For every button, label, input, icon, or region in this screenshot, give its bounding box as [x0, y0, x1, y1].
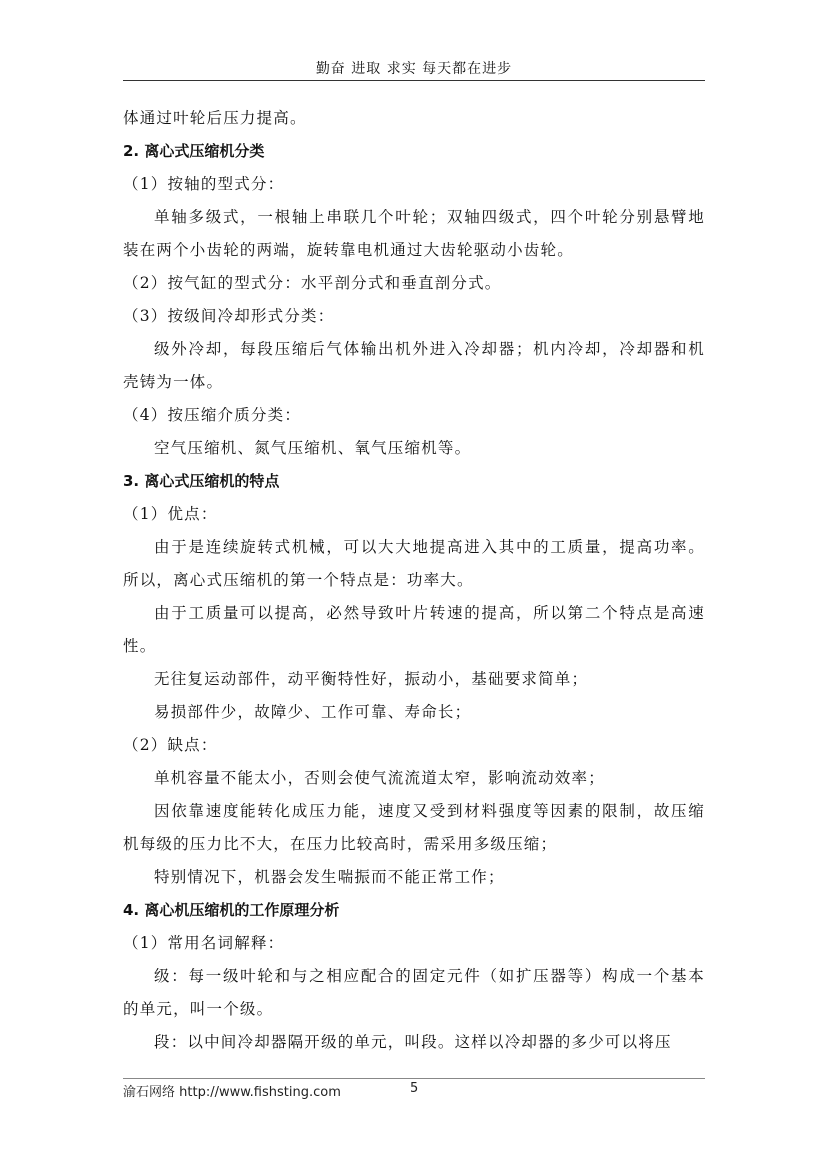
page-number: 5	[410, 1081, 419, 1096]
footer-site: 渝石网络 http://www.fishsting.com	[123, 1085, 341, 1100]
paragraph: 由于是连续旋转式机械，可以大大地提高进入其中的工质量，提高功率。所以，离心式压缩机的第一个特点是：功率大。	[123, 538, 705, 589]
paragraph: 单机容量不能太小，否则会使气流流道太窄，影响流动效率；	[154, 769, 605, 787]
paragraph: 体通过叶轮后压力提高。	[123, 109, 307, 127]
paragraph: 级外冷却，每段压缩后气体输出机外进入冷却器；机内冷却，冷却器和机壳铸为一体。	[123, 340, 705, 391]
paragraph: 特别情况下，机器会发生喘振而不能正常工作；	[154, 868, 505, 886]
section-heading: 4. 离心机压缩机的工作原理分析	[123, 901, 340, 919]
header-divider	[123, 80, 705, 81]
paragraph: 单轴多级式，一根轴上串联几个叶轮；双轴四级式，四个叶轮分别悬臂地装在两个小齿轮的两端，旋转靠电机通过大齿轮驱动小齿轮。	[123, 208, 705, 259]
subheading: （1）优点：	[123, 505, 218, 523]
subheading: （2）缺点：	[123, 736, 218, 754]
subheading: （4）按压缩介质分类：	[123, 406, 302, 424]
paragraph: 无往复运动部件，动平衡特性好，振动小，基础要求简单；	[154, 670, 589, 688]
paragraph: 级：每一级叶轮和与之相应配合的固定元件（如扩压器等）构成一个基本的单元，叫一个级。	[123, 967, 705, 1018]
page-header: 勤奋 进取 求实 每天都在进步	[315, 61, 513, 77]
subheading: （1）按轴的型式分：	[123, 175, 285, 193]
paragraph: 易损部件少，故障少、工作可靠、寿命长；	[154, 703, 472, 721]
subheading: （2）按气缸的型式分：水平剖分式和垂直剖分式。	[123, 274, 502, 292]
paragraph: 空气压缩机、氮气压缩机、氧气压缩机等。	[154, 439, 472, 457]
document-body	[123, 102, 705, 1059]
subheading: （3）按级间冷却形式分类：	[123, 307, 335, 325]
section-heading: 3. 离心式压缩机的特点	[123, 472, 280, 490]
section-heading: 2. 离心式压缩机分类	[123, 142, 265, 160]
paragraph: 因依靠速度能转化成压力能，速度又受到材料强度等因素的限制，故压缩机每级的压力比不大，在压力比较高时，需采用多级压缩；	[123, 802, 705, 853]
subheading: （1）常用名词解释：	[123, 934, 285, 952]
paragraph: 段：以中间冷却器隔开级的单元，叫段。这样以冷却器的多少可以将压	[154, 1033, 672, 1051]
footer-divider	[123, 1078, 705, 1079]
paragraph: 由于工质量可以提高，必然导致叶片转速的提高，所以第二个特点是高速性。	[123, 604, 705, 655]
